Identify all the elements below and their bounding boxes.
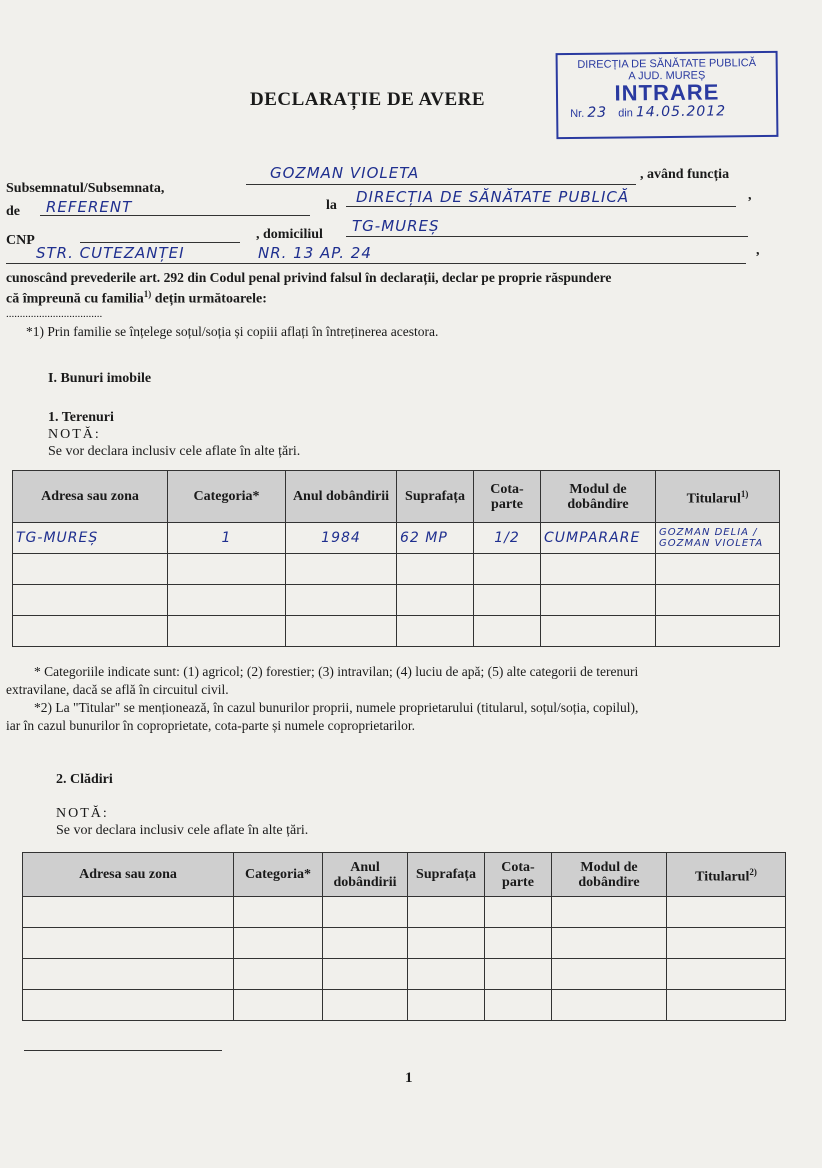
table-cell: [408, 959, 485, 990]
registration-stamp: [556, 51, 779, 139]
th2-titular-sup: 2): [749, 866, 757, 877]
domicile-street: STR. CUTEZANȚEI: [36, 244, 185, 262]
table-cell: [13, 554, 168, 585]
table-cell: 1: [168, 523, 286, 554]
table-cell: [474, 616, 541, 647]
page-number: 1: [405, 1070, 413, 1086]
table-cell: 62 MP: [397, 523, 474, 554]
titular-note-2: iar în cazul bunurilor în coproprietate, cota-parte și numele coproprietarilor.: [6, 718, 415, 733]
intro-line-2b: dețin următoarele:: [151, 291, 267, 307]
table-cell: [323, 959, 408, 990]
section-2-nota-text: Se vor declara inclusiv cele aflate în alte țări.: [56, 823, 309, 838]
th-modul: Modul de dobândire: [541, 471, 656, 523]
table-cell: [323, 928, 408, 959]
table-row: [23, 928, 786, 959]
cladiri-table: [22, 852, 786, 1021]
titular-note-1: *2) La "Titular" se menționează, în cazul bunurilor proprii, numele proprietarului (titularul, soțul/soția, copilul),: [34, 700, 639, 715]
table-cell: [552, 928, 667, 959]
th2-cota: Cota-parte: [485, 853, 552, 897]
intro-line-2a: că împreună cu familia: [6, 291, 144, 307]
table-row: [13, 616, 780, 647]
th-cota: Cota-parte: [474, 471, 541, 523]
table-cell: [541, 585, 656, 616]
table-cell: GOZMAN DELIA / GOZMAN VIOLETA: [656, 523, 780, 554]
table-cell: TG-MUREȘ: [13, 523, 168, 554]
table-cell: [485, 959, 552, 990]
domicile-line-1: [346, 236, 748, 237]
table-cell: [656, 616, 780, 647]
table-cell: [667, 928, 786, 959]
stamp-number-row: [558, 103, 776, 121]
table-cell: [397, 585, 474, 616]
table-cell: [234, 959, 323, 990]
th-suprafata: Suprafața: [397, 471, 474, 523]
table-cell: [656, 585, 780, 616]
stamp-line-2: A JUD. MUREȘ: [628, 69, 706, 83]
section-2-nota: NOTĂ:: [56, 806, 109, 821]
intro-line-2: [6, 289, 267, 308]
table-cell: [667, 959, 786, 990]
domiciliul-label: , domiciliul: [256, 227, 323, 242]
table-cell: [323, 990, 408, 1021]
table-cell: [408, 928, 485, 959]
categorii-note-2: extravilane, dacă se află în circuitul civil.: [6, 682, 229, 697]
table-cell: [13, 616, 168, 647]
table-cell: [168, 616, 286, 647]
stamp-din-value: 14.05.2012: [635, 103, 727, 121]
table-cell: [667, 990, 786, 1021]
stamp-line-3: INTRARE: [614, 79, 720, 106]
de-label: de: [6, 204, 20, 219]
table-cell: [408, 897, 485, 928]
th2-titular-text: Titularul: [695, 869, 750, 885]
page-title: DECLARAȚIE DE AVERE: [250, 89, 486, 110]
table-cell: [234, 990, 323, 1021]
table-cell: [23, 928, 234, 959]
domicile-city: TG-MUREȘ: [352, 217, 440, 235]
table-cell: [552, 897, 667, 928]
name-line: [246, 184, 636, 185]
th-titular-text: Titularul: [686, 491, 741, 507]
intro-sup: 1): [143, 289, 152, 299]
table-row: [23, 897, 786, 928]
th2-titular: [667, 853, 786, 897]
intro-line-1: cunoscând prevederile art. 292 din Codul penal privind falsul în declarații, declar pe proprie răspundere: [6, 270, 612, 285]
subsemnatul-label: Subsemnatul/Subsemnata,: [6, 181, 165, 196]
table-cell: [656, 554, 780, 585]
terenuri-table: [12, 470, 780, 647]
table-cell: [168, 585, 286, 616]
domicile-number: NR. 13 AP. 24: [258, 244, 372, 262]
cnp-line: [80, 242, 240, 243]
family-footnote: *1) Prin familie se înțelege soțul/soția și copiii aflați în întreținerea acestora.: [26, 324, 439, 339]
section-1-subtitle: 1. Terenuri: [48, 410, 114, 425]
table-cell: [234, 897, 323, 928]
declarant-function: REFERENT: [46, 198, 133, 216]
comma-2: ,: [756, 243, 760, 258]
table-cell: 1984: [286, 523, 397, 554]
table-cell: [286, 585, 397, 616]
table-cell: [234, 928, 323, 959]
table-cell: [474, 585, 541, 616]
table-cell: [552, 990, 667, 1021]
table-cell: [23, 959, 234, 990]
cladiri-header-row: [23, 853, 786, 897]
th2-adresa: Adresa sau zona: [23, 853, 234, 897]
table-cell: [23, 897, 234, 928]
table-row: [13, 554, 780, 585]
table-cell: 1/2: [474, 523, 541, 554]
table-cell: [485, 897, 552, 928]
table-cell: [168, 554, 286, 585]
table-cell: [485, 990, 552, 1021]
th2-modul: Modul de dobândire: [552, 853, 667, 897]
section-1-nota: NOTĂ:: [48, 427, 101, 442]
table-cell: [286, 616, 397, 647]
th-adresa: Adresa sau zona: [13, 471, 168, 523]
table-row: [13, 585, 780, 616]
terenuri-header-row: [13, 471, 780, 523]
categorii-note-1: * Categoriile indicate sunt: (1) agricol; (2) forestier; (3) intravilan; (4) luciu de apă; (5) alte categorii de terenuri: [34, 664, 639, 679]
cnp-label: CNP: [6, 233, 35, 248]
table-cell: [23, 990, 234, 1021]
th2-categoria: Categoria*: [234, 853, 323, 897]
th2-suprafata: Suprafața: [408, 853, 485, 897]
table-cell: [552, 959, 667, 990]
table-cell: [667, 897, 786, 928]
th-titular-sup: 1): [740, 488, 749, 499]
comma-1: ,: [748, 188, 752, 203]
stamp-din-label: din: [618, 107, 633, 120]
th-titular: [656, 471, 780, 523]
domicile-line-2: [6, 263, 746, 264]
institution-line: [346, 206, 736, 207]
declarant-name: GOZMAN VIOLETA: [270, 164, 420, 182]
footnote-separator: [24, 1050, 222, 1051]
table-cell: [541, 616, 656, 647]
intro-dots: ...................................: [6, 308, 103, 320]
section-1-nota-text: Se vor declara inclusiv cele aflate în alte țări.: [48, 444, 301, 459]
table-cell: CUMPARARE: [541, 523, 656, 554]
table-cell: [397, 616, 474, 647]
table-cell: [286, 554, 397, 585]
stamp-nr-label: Nr.: [570, 107, 585, 121]
th-anul: Anul dobândirii: [286, 471, 397, 523]
stamp-nr-value: 23: [587, 104, 608, 121]
table-cell: [474, 554, 541, 585]
table-cell: [485, 928, 552, 959]
table-cell: [408, 990, 485, 1021]
th-categoria: Categoria*: [168, 471, 286, 523]
declarant-institution: DIRECȚIA DE SĂNĂTATE PUBLICĂ: [356, 188, 630, 206]
section-2-subtitle: 2. Clădiri: [56, 772, 113, 787]
table-cell: [323, 897, 408, 928]
table-row: [23, 959, 786, 990]
table-cell: [13, 585, 168, 616]
table-cell: [541, 554, 656, 585]
table-row: [23, 990, 786, 1021]
stamp-line-1: DIRECȚIA DE SĂNĂTATE PUBLICĂ: [577, 57, 757, 71]
functia-label: , având funcția: [640, 167, 730, 182]
function-line: [40, 215, 310, 216]
la-label: la: [326, 198, 337, 213]
th2-anul: Anul dobândirii: [323, 853, 408, 897]
table-row: [13, 523, 780, 554]
table-cell: [397, 554, 474, 585]
section-1-title: I. Bunuri imobile: [48, 371, 152, 386]
